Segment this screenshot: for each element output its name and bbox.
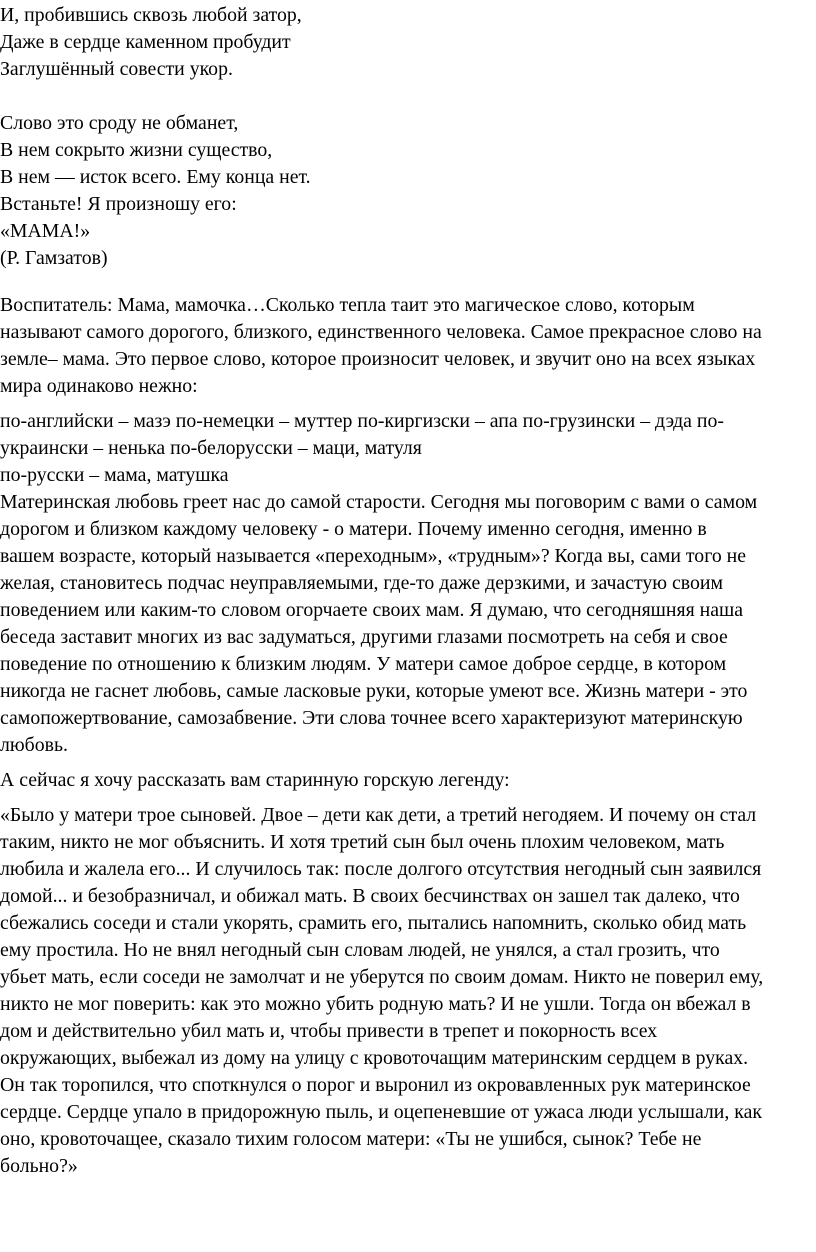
love-line: поведение по отношению к близким людям. У матери самое доброе сердце, в котором	[0, 653, 727, 675]
legend-line: никто не мог поверить: как это можно убить родную мать? И не ушли. Тогда он вбежал в	[0, 993, 751, 1015]
legend-line: «Было у матери трое сыновей. Двое – дети как дети, а третий негодяем. И почему он стал	[0, 804, 757, 826]
intro-line: земле– мама. Это первое слово, которое произносит человек, и звучит оно на всех языках	[0, 348, 756, 370]
legend-line: ему простила. Но не внял негодный сын словам людей, не унялся, а стал грозить, что	[0, 939, 720, 961]
poem-line: Даже в сердце каменном пробудит	[0, 31, 291, 53]
legend-line: больно?»	[0, 1155, 78, 1177]
love-line: Материнская любовь греет нас до самой старости. Сегодня мы поговорим с вами о самом	[0, 491, 758, 513]
legend-intro: А сейчас я хочу рассказать вам старинную горскую легенду:	[0, 769, 510, 791]
legend-line: убьет мать, если соседи не замолчат и не уберутся по своим домам. Никто не поверил ему,	[0, 966, 764, 988]
legend-line: окружающих, выбежал из дому на улицу с кровоточащим материнским сердцем в руках.	[0, 1047, 749, 1069]
poem-line: «МАМА!»	[0, 220, 91, 242]
languages-line: по-английски – мазэ по-немецки – муттер по-киргизски – апа по-грузински – дэда по-	[0, 410, 724, 432]
legend-line: сбежались соседи и стали укорять, срамить его, пытались напомнить, сколько обид мать	[0, 912, 747, 934]
legend-line: домой... и безобразничал, и обижал мать. В своих бесчинствах он зашел так далеко, что	[0, 885, 740, 907]
love-line: желая, становитесь подчас неуправляемыми, где-то даже дерзкими, и зачастую своим	[0, 572, 723, 594]
languages-line: по-русски – мама, матушка	[0, 464, 229, 486]
legend-line: оно, кровоточащее, сказало тихим голосом матери: «Ты не ушибся, сынок? Тебе не	[0, 1128, 702, 1150]
love-line: никогда не гаснет любовь, самые ласковые руки, которые умеют все. Жизнь матери - это	[0, 680, 748, 702]
intro-line: называют самого дорогого, близкого, единственного человека. Самое прекрасное слово на	[0, 321, 762, 343]
intro-line: мира одинаково нежно:	[0, 375, 198, 397]
poem-author: (Р. Гамзатов)	[0, 247, 108, 269]
love-line: беседа заставит многих из вас задуматься, другими глазами посмотреть на себя и свое	[0, 626, 728, 648]
legend-line: таким, никто не мог объяснить. И хотя третий сын был очень плохим человеком, мать	[0, 831, 725, 853]
love-line: поведением или каким-то словом огорчаете своих мам. Я думаю, что сегодняшняя наша	[0, 599, 744, 621]
legend-line: любила и жалела его... И случилось так: после долгого отсутствия негодный сын заявился	[0, 858, 762, 880]
legend-line: Он так торопился, что споткнулся о порог и выронил из окровавленных рук материнское	[0, 1074, 751, 1096]
legend-line: дом и действительно убил мать и, чтобы привести в трепет и покорность всех	[0, 1020, 658, 1042]
poem-line: Встаньте! Я произношу его:	[0, 193, 237, 215]
languages-line: украински – ненька по-белорусски – маци, матуля	[0, 437, 422, 459]
love-line: самопожертвование, самозабвение. Эти слова точнее всего характеризуют материнскую	[0, 707, 743, 729]
love-line: любовь.	[0, 734, 68, 756]
intro-line: Воспитатель: Мама, мамочка…Сколько тепла таит это магическое слово, которым	[0, 294, 695, 316]
love-line: дорогом и близком каждому человеку - о матери. Почему именно сегодня, именно в	[0, 518, 707, 540]
love-line: вашем возрасте, который называется «переходным», «трудным»? Когда вы, сами того не	[0, 545, 747, 567]
legend-line: сердце. Сердце упало в придорожную пыль, и оцепеневшие от ужаса люди услышали, как	[0, 1101, 762, 1123]
poem-line: Заглушённый совести укор.	[0, 58, 233, 80]
poem-line: В нем сокрыто жизни существо,	[0, 139, 273, 161]
poem-line: Слово это сроду не обманет,	[0, 112, 239, 134]
poem-line: В нем — исток всего. Ему конца нет.	[0, 166, 311, 188]
poem-line: И, пробившись сквозь любой затор,	[0, 4, 302, 26]
